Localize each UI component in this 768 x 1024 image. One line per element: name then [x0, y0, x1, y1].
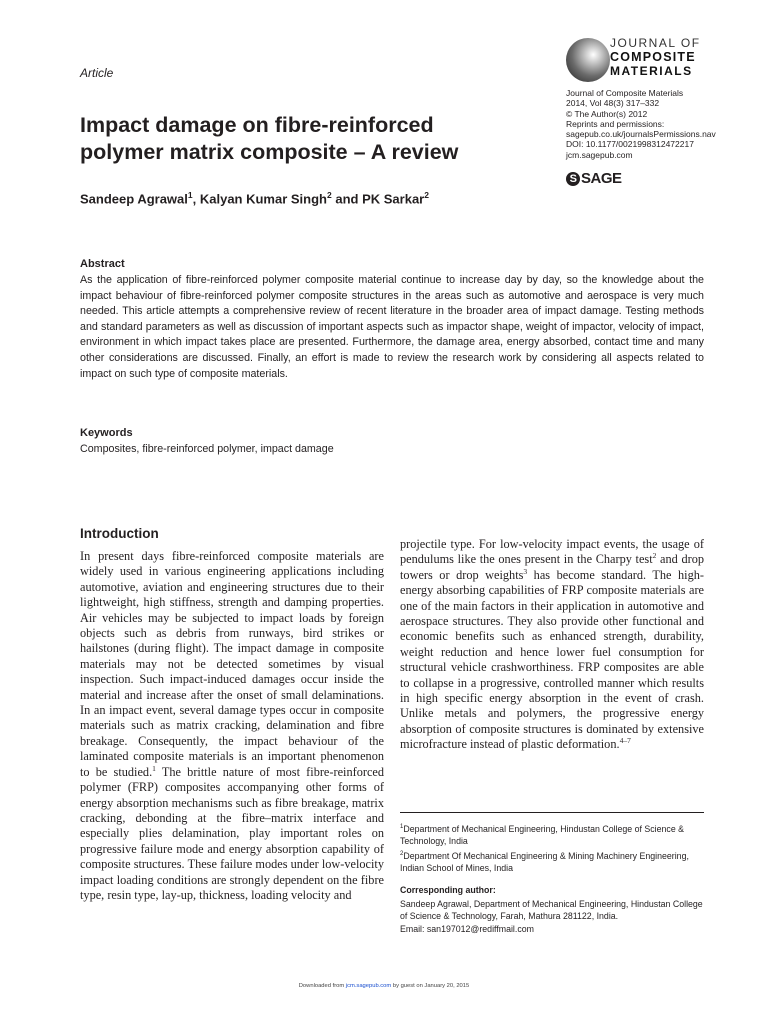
sage-publisher-logo [566, 170, 622, 187]
keywords-text: Composites, fibre-reinforced polymer, impact damage [80, 443, 334, 455]
affiliation-mark: 2 [400, 850, 404, 857]
article-title-line1: Impact damage on fibre-reinforced [80, 113, 434, 137]
pub-info-journal: Journal of Composite Materials [566, 88, 684, 98]
body-text: In present days fibre-reinforced composite materials are widely used in various engineering applications including automotive, aviation and engineering structures due to their lightweight, high stiffness, strength and damping properties. Air vehicles may be subjected to impact loads by foreign objects such as debris from runways, bird strikes or hailstones (during flight). The impact damage in composite materials may not be detected sometimes by visual inspection. Such impact-induced damages occur inside the material and increase after the onset of small delaminations. In an impact event, several damage types occur in composite materials such as matrix cracking, delamination and fibre breakage. Consequently, the impact behaviour of the laminated composite materials is an important phenomenon to be studied. [80, 549, 384, 779]
journal-logo [566, 36, 716, 86]
corresponding-author-heading: Corresponding author: [400, 885, 496, 895]
citation-ref[interactable]: 1 [152, 763, 156, 773]
publication-info [566, 88, 716, 160]
affiliation-text: Department of Mechanical Engineering, Hindustan College of Science & Technology, India [400, 823, 685, 847]
corresponding-author-email[interactable]: Email: san197012@rediffmail.com [400, 923, 534, 934]
article-title [80, 112, 550, 166]
pub-info-volume: 2014, Vol 48(3) 317–332 [566, 98, 660, 109]
abstract-heading: Abstract [80, 258, 125, 270]
author-list [80, 190, 429, 206]
article-title-line2: polymer matrix composite – A review [80, 140, 459, 164]
sage-s-icon: S [566, 172, 580, 186]
affiliation-item [400, 848, 706, 875]
author-name: Kalyan Kumar Singh [199, 191, 327, 207]
body-text: The brittle nature of most fibre-reinforced polymer (FRP) composites accompanying other forms of energy absorption mechanisms such as fibre breakage, matrix cracking, debonding at the fibre–matrix interface and especially plies delamination, play important roles on progressive failure mode and energy absorption capability of composite structures. These failure modes under low-velocity impact loading conditions are strongly dependent on the fibre type, resin type, lay-up, thickness, loading velocity and [80, 764, 385, 902]
journal-logo-line1: JOURNAL OF [610, 36, 701, 50]
body-text: projectile type. For low-velocity impact events, the usage of pendulums like the ones present in the Charpy test [400, 537, 704, 567]
abstract-text: As the application of fibre-reinforced polymer composite material continue to increase day by day, so the knowledge about the impact behaviour of fibre-reinforced polymer composite structures in the areas such as automotive and aerospace is very much needed. This article attempts a comprehensive review of recent literature in the broader area of impact damage. Testing methods and standard parameters as well as discussion of important aspects such as impactor shape, weight of impactor, velocity of impact, environment in which impact takes place are presented. Furthermore, the damage area, energy absorbed, contact time and many other considerations are discussed. Finally, an effort is made to review the research work by considering all aspects related to impact on such type of composite materials. [80, 274, 704, 380]
footnote-divider [400, 812, 704, 813]
corresponding-author-details [400, 898, 706, 935]
download-notice-suffix: by guest on January 20, 2015 [391, 983, 470, 989]
author-separator: and [331, 191, 363, 207]
affiliation-mark: 1 [400, 824, 404, 830]
journal-logo-line3: MATERIALS [610, 64, 693, 78]
journal-logo-text [610, 36, 718, 78]
pub-info-permissions-link[interactable]: sagepub.co.uk/journalsPermissions.nav [566, 129, 716, 140]
introduction-right-column [400, 537, 704, 753]
author-name: Sandeep Agrawal [80, 191, 188, 207]
corresponding-author-address: Sandeep Agrawal, Department of Mechanical Engineering, Hindustan College of Science & Technology, Farah, Mathura 281122, India. [400, 899, 703, 922]
citation-ref[interactable]: 4–7 [619, 736, 631, 746]
citation-ref[interactable]: 2 [652, 551, 657, 561]
download-notice-prefix: Downloaded from [298, 983, 346, 989]
download-notice [0, 983, 768, 989]
keywords-heading: Keywords [80, 427, 133, 439]
author-affiliation-mark: 1 [187, 190, 193, 200]
article-type-label: Article [80, 66, 114, 80]
journal-logo-line2: COMPOSITE [610, 50, 696, 64]
affiliations [400, 821, 706, 874]
citation-ref[interactable]: 3 [523, 566, 528, 576]
download-notice-link[interactable]: jcm.sagepub.com [345, 983, 392, 989]
pub-info-reprints: Reprints and permissions: [566, 118, 665, 129]
affiliation-text: Department Of Mechanical Engineering & Mining Machinery Engineering, Indian School of Mines, India [400, 850, 689, 873]
body-text: and drop towers or drop weights [400, 552, 704, 582]
pub-info-journal-url[interactable]: jcm.sagepub.com [566, 149, 633, 160]
introduction-heading: Introduction [80, 526, 159, 541]
pub-info-doi[interactable]: DOI: 10.1177/0021998312472217 [566, 139, 694, 150]
author-name: PK Sarkar [362, 191, 425, 207]
author-affiliation-mark: 2 [327, 190, 332, 200]
body-text: has become standard. The high-energy absorbing capabilities of FRP composite materials are one of the main factors in their application in automotive and aerospace structures. They also provide other functional and economic benefits such as enhanced strength, durability, weight reduction and hence lower fuel consumption for structural vehicle crashworthiness. FRP composites are able to collapse in a progressive, controlled manner which results in high specific energy absorption in the event of crash. Unlike metals and polymers, the progressive energy absorption of composite structures is dominated by extensive microfracture instead of plastic deformation. [400, 567, 704, 752]
sage-wordmark: SAGE [581, 170, 622, 187]
author-separator: , [192, 191, 200, 207]
pub-info-copyright: © The Author(s) 2012 [566, 108, 648, 119]
author-affiliation-mark: 2 [424, 190, 429, 200]
journal-logo-globe-icon [566, 38, 610, 82]
affiliation-item [400, 821, 706, 848]
introduction-left-column [80, 549, 384, 903]
